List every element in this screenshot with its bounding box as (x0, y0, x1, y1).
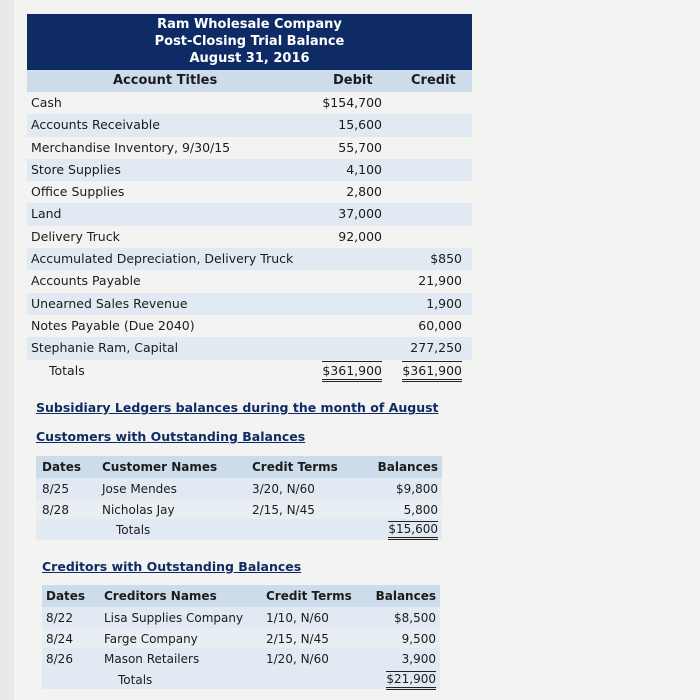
credit-amount: 1,900 (426, 295, 462, 311)
total-balance: $21,900 (386, 671, 436, 690)
account-name: Delivery Truck (31, 228, 120, 244)
customers-table-header (36, 456, 442, 478)
account-name: Notes Payable (Due 2040) (31, 317, 195, 333)
credit-amount: 60,000 (418, 317, 462, 333)
account-name: Accounts Payable (31, 273, 141, 289)
customers-table (36, 456, 442, 540)
debit-amount: $154,700 (322, 95, 382, 110)
credit-amount: 21,900 (418, 273, 462, 289)
account-name: Unearned Sales Revenue (31, 295, 188, 311)
subsidiary-title: Subsidiary Ledgers balances during the month of August (36, 400, 439, 415)
account-name: Accounts Receivable (31, 117, 160, 133)
customers-terms-header: Credit Terms (252, 460, 338, 474)
customers-names-header: Customer Names (102, 460, 218, 474)
total-credit: $361,900 (402, 361, 462, 382)
table-row (27, 114, 472, 136)
debit-amount: 37,000 (338, 206, 382, 222)
customers-title: Customers with Outstanding Balances (36, 429, 306, 444)
table-row (27, 92, 472, 114)
account-name: Office Supplies (31, 184, 125, 200)
credit-amount: $850 (430, 251, 462, 267)
totals-label: Totals (49, 362, 85, 378)
account-name: Land (31, 206, 62, 222)
table-row (27, 293, 472, 315)
table-row (27, 159, 472, 181)
name-cell: Nicholas Jay (102, 502, 175, 517)
date-cell: 8/25 (42, 482, 69, 496)
table-row (42, 648, 440, 669)
debit-amount: 92,000 (338, 228, 382, 244)
balance-cell: $9,800 (396, 482, 438, 496)
creditors-dates-header: Dates (46, 589, 86, 603)
totals-label: Totals (116, 523, 151, 537)
totals-row (42, 669, 440, 690)
date-cell: 8/28 (42, 502, 69, 517)
creditors-table-header (42, 585, 440, 607)
total-debit: $361,900 (322, 361, 382, 382)
table-row (36, 478, 442, 499)
date-cell: 8/22 (46, 611, 73, 625)
creditors-names-header: Creditors Names (104, 589, 217, 603)
debit-amount: 4,100 (346, 161, 382, 177)
table-row (27, 203, 472, 225)
table-row (27, 137, 472, 159)
customers-dates-header: Dates (42, 460, 82, 474)
balance-cell: 5,800 (403, 502, 438, 517)
debit-amount: 15,600 (338, 117, 382, 133)
account-titles-header: Account Titles (113, 73, 218, 88)
account-name: Accumulated Depreciation, Delivery Truck (31, 251, 294, 267)
name-cell: Lisa Supplies Company (104, 611, 244, 625)
table-row (42, 628, 440, 649)
table-row (27, 226, 472, 248)
table-row (27, 315, 472, 337)
table-row (27, 248, 472, 270)
creditors-table (42, 585, 440, 689)
table-row (36, 499, 442, 520)
name-cell: Farge Company (104, 631, 198, 646)
table-row (27, 270, 472, 292)
account-name: Stephanie Ram, Capital (31, 340, 179, 356)
balance-cell: 9,500 (401, 631, 436, 646)
account-name: Cash (31, 95, 62, 110)
balance-cell: $8,500 (394, 611, 436, 625)
totals-row (27, 360, 472, 382)
table-row (27, 181, 472, 203)
creditors-title: Creditors with Outstanding Balances (42, 559, 302, 574)
name-cell: Jose Mendes (102, 482, 177, 496)
date-cell: 8/26 (46, 652, 73, 666)
table-row (27, 337, 472, 359)
debit-amount: 2,800 (346, 184, 382, 200)
account-name: Merchandise Inventory, 9/30/15 (31, 139, 231, 155)
debit-amount: 55,700 (338, 139, 382, 155)
totals-row (36, 519, 442, 540)
debit-header: Debit (333, 73, 373, 88)
customers-balances-header: Balances (377, 460, 438, 474)
account-name: Store Supplies (31, 161, 121, 177)
balance-cell: 3,900 (401, 652, 436, 666)
terms-cell: 2/15, N/45 (252, 502, 315, 517)
terms-cell: 1/10, N/60 (266, 611, 329, 625)
table-row (42, 607, 440, 628)
trial-balance-column-headers (27, 70, 472, 92)
creditors-balances-header: Balances (375, 589, 436, 603)
date-cell: 8/24 (46, 631, 73, 646)
totals-label: Totals (118, 672, 153, 687)
company-name: Ram Wholesale Company (157, 17, 342, 32)
total-balance: $15,600 (388, 521, 438, 540)
credit-amount: 277,250 (410, 340, 462, 356)
terms-cell: 2/15, N/45 (266, 631, 329, 646)
statement-name: Post-Closing Trial Balance (154, 34, 345, 49)
terms-cell: 3/20, N/60 (252, 482, 315, 496)
trial-balance-header (27, 14, 472, 70)
trial-balance-rows (27, 92, 472, 382)
statement-date: August 31, 2016 (189, 51, 310, 66)
terms-cell: 1/20, N/60 (266, 652, 329, 666)
creditors-terms-header: Credit Terms (266, 589, 352, 603)
name-cell: Mason Retailers (104, 652, 200, 666)
credit-header: Credit (411, 73, 456, 88)
